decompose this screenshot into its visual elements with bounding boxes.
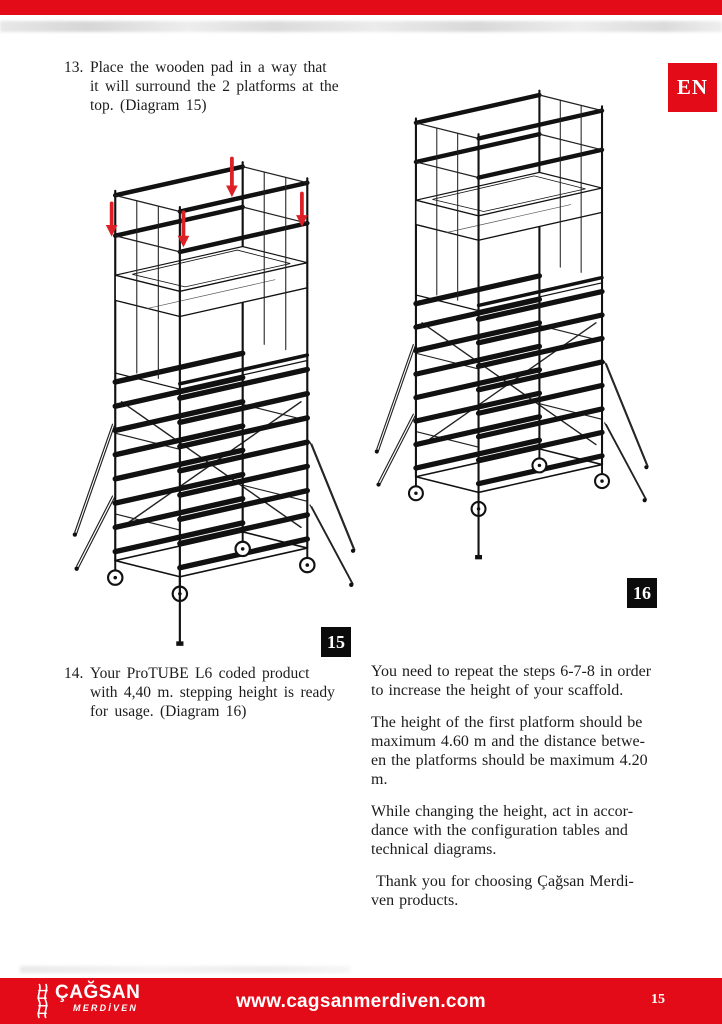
paragraph-repeat-steps: You need to repeat the steps 6-7-8 in order to increase the height of your scaffold. <box>371 663 652 699</box>
diagram-label-16 <box>627 578 657 608</box>
language-badge <box>668 63 717 112</box>
instruction-item-13 <box>64 58 364 115</box>
right-column <box>371 662 718 923</box>
paragraph-platform-height: The height of the first platform should be maximum 4.60 m and the distance betwe- en the platforms should be maximum 4.20 m. <box>371 714 648 788</box>
instruction-14-text: Your ProTUBE L6 coded product with 4,40 m. stepping height is ready for usage. (Diagram 16) <box>90 665 335 720</box>
scan-artifact-bottom <box>20 966 350 973</box>
brand-subtitle: MERDİVEN <box>73 1003 139 1013</box>
instruction-item-14 <box>64 664 364 721</box>
scaffold-diagram-15 <box>72 146 364 662</box>
scan-artifact-top <box>0 21 722 32</box>
language-badge-label: EN <box>676 75 709 99</box>
diagram-label-16-text: 16 <box>633 582 651 603</box>
diagram-label-15-text: 15 <box>327 631 345 652</box>
page-number: 15 <box>651 992 665 1007</box>
website-text: www.cagsanmerdiven.com <box>236 991 486 1012</box>
instruction-13-number: 13. <box>64 59 84 76</box>
paragraph-thank-you: Thank you for choosing Çağsan Merdi- ven products. <box>371 873 634 909</box>
scaffold-diagram-16 <box>374 75 657 575</box>
instruction-14-number: 14. <box>64 665 84 682</box>
diagram-label-15 <box>321 627 351 657</box>
instruction-13-text: Place the wooden pad in a way that it will surround the 2 platforms at the top. (Diagram 15) <box>90 59 339 114</box>
brand-name: ÇAĞSAN <box>55 982 141 1003</box>
top-red-bar <box>0 0 722 15</box>
paragraph-configuration: While changing the height, act in accor- dance with the configuration tables and technical diagrams. <box>371 803 634 858</box>
footer-bar <box>0 978 722 1024</box>
